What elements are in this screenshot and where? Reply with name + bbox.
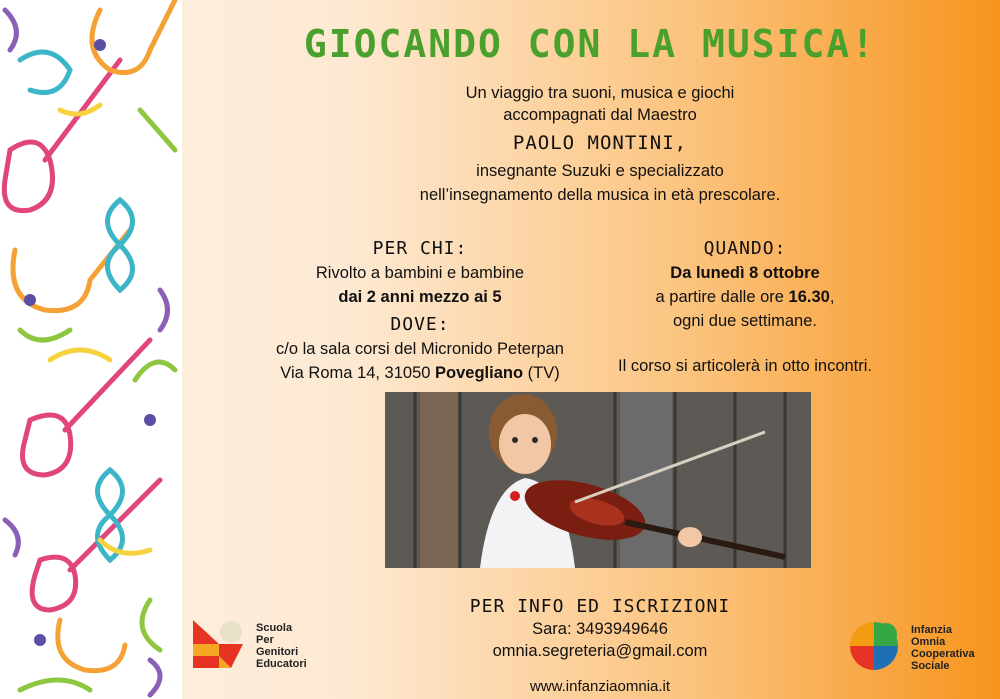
per-chi-heading: PER CHI: [372,238,468,259]
quando-time-suffix: , [829,288,835,306]
intro-line-3: insegnante Suzuki e specializzato [476,162,724,180]
dove-line-1: c/o la sala corsi del Micronido Peterpan [276,340,564,358]
music-notes-pattern-icon [0,0,182,699]
spge-line-4: Educatori [256,658,307,670]
omnia-line-3: Cooperativa [911,648,975,660]
info-heading: PER INFO ED ISCRIZIONI [469,596,731,617]
spge-logo [193,620,245,670]
omnia-logo-text [911,624,975,672]
per-chi-line-1: Rivolto a bambini e bambine [315,264,525,282]
omnia-logo [848,620,900,672]
per-chi-line-2: dai 2 anni mezzo ai 5 [338,288,502,306]
dove-heading: DOVE: [390,314,450,335]
info-phone: Sara: 3493949646 [532,620,668,638]
omnia-line-2: Omnia [911,636,946,648]
dove-province: (TV) [523,364,560,382]
info-email[interactable]: omnia.segreteria@gmail.com [492,642,708,660]
quando-line-1: Da lunedì 8 ottobre [670,264,820,282]
dove-line-2 [230,362,610,384]
music-pattern-strip [0,0,182,699]
teacher-name: PAOLO MONTINI, [512,132,688,154]
quando-time-prefix: a partire dalle ore [655,288,789,306]
quando-heading: QUANDO: [703,238,787,259]
spge-logo-text [256,622,307,670]
quando-line-3: ogni due settimane. [672,312,817,330]
spge-line-2: Per [256,634,274,646]
spge-line-1: Scuola [256,622,293,634]
quando-line-4: Il corso si articolerà in otto incontri. [617,357,873,375]
child-violin-photo [385,392,811,568]
intro-line-2: accompagnati dal Maestro [503,106,697,124]
dove-address: Via Roma 14, 31050 [280,364,436,382]
intro-line-1: Un viaggio tra suoni, musica e giochi [465,84,735,102]
intro-line-4: nell’insegnamento della musica in età prescolare. [419,186,781,204]
omnia-line-1: Infanzia [911,624,952,636]
omnia-line-4: Sociale [911,660,950,672]
omnia-logo-icon [848,620,900,672]
quando-line-2 [595,286,895,308]
child-violin-photo-icon [385,392,811,568]
dove-town: Povegliano [435,364,524,382]
page-title: GIOCANDO CON LA MUSICA! [303,22,877,66]
info-website[interactable]: www.infanziaomnia.it [529,678,671,695]
quando-time: 16.30 [788,288,830,306]
spge-logo-icon [193,620,245,670]
spge-line-3: Genitori [256,646,299,658]
